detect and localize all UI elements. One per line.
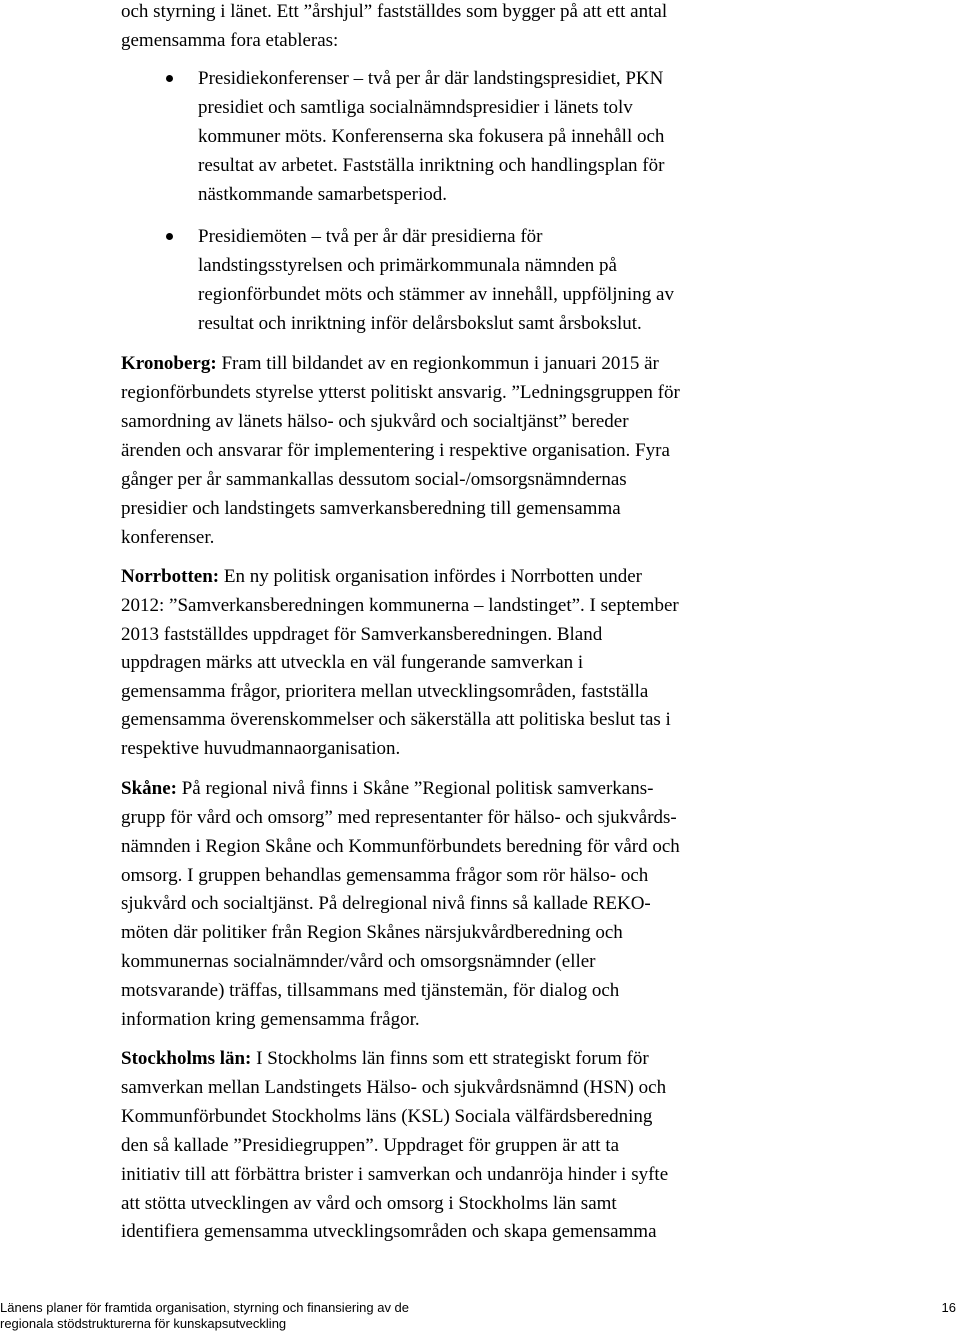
section-text: Fram till bildandet av en regionkommun i januari 2015 är (216, 353, 659, 374)
section-text: I Stockholms län finns som ett strategiskt forum för (251, 1048, 649, 1069)
section-line: respektive huvudmannaorganisation. (121, 738, 401, 759)
section-line: konferenser. (121, 527, 215, 548)
section-line: samverkan mellan Landstingets Hälso- och sjukvårdsnämnd (HSN) och (121, 1077, 667, 1098)
bullet-icon (166, 75, 173, 82)
section-line: att stötta utvecklingen av vård och omsorg i Stockholms län samt (121, 1193, 617, 1214)
section-heading: Stockholms län: (121, 1048, 252, 1069)
bullet-line: resultat av arbetet. Fastställa inriktning och handlingsplan för (198, 155, 665, 176)
section-line: 2012: ”Samverkansberedningen kommunerna – landstinget”. I september (121, 595, 679, 616)
footer-title-line: Länens planer för framtida organisation, styrning och finansiering av de (0, 1300, 410, 1315)
section-line: gemensamma överenskommelser och säkerställa att politiska beslut tas i (121, 709, 671, 730)
intro-line: gemensamma fora etableras: (121, 30, 339, 51)
section-line: möten där politiker från Region Skånes närsjukvårdberedning och (121, 922, 623, 943)
section-line: sjukvård och socialtjänst. På delregional nivå finns så kallade REKO- (121, 893, 651, 914)
bullet-line: presidiet och samtliga socialnämndspresidier i länets tolv (198, 97, 633, 118)
bullet-line: Presidiemöten – två per år där presidierna för (198, 226, 543, 247)
bullet-line: resultat och inriktning inför delårsbokslut samt årsbokslut. (198, 313, 642, 334)
bullet-line: regionförbundet möts och stämmer av innehåll, uppföljning av (198, 284, 674, 305)
section-line: nämnden i Region Skåne och Kommunförbundets beredning för vård och (121, 836, 680, 857)
section-line: ärenden och ansvarar för implementering i respektive organisation. Fyra (121, 440, 670, 461)
section-line: samordning av länets hälso- och sjukvård och socialtjänst” bereder (121, 411, 629, 432)
section-line: gemensamma frågor, prioritera mellan utvecklingsområden, fastställa (121, 681, 649, 702)
section-line: den så kallade ”Presidiegruppen”. Uppdraget för gruppen är att ta (121, 1135, 620, 1156)
section-line: regionförbundets styrelse ytterst politiskt ansvarig. ”Ledningsgruppen för (121, 382, 680, 403)
section-line: grupp för vård och omsorg” med representanter för hälso- och sjukvårds- (121, 807, 677, 828)
section-line: gånger per år sammankallas dessutom social-/omsorgsnämndernas (121, 469, 627, 490)
section-line: initiativ till att förbättra brister i samverkan och undanröja hinder i syfte (121, 1164, 669, 1185)
section-line: uppdragen märks att utveckla en väl fungerande samverkan i (121, 652, 584, 673)
section-line: kommunernas socialnämnder/vård och omsorgsnämnder (eller (121, 951, 596, 972)
bullet-line: Presidiekonferenser – två per år där landstingspresidiet, PKN (198, 68, 664, 89)
section-first-line (121, 1047, 649, 1071)
section-line: Kommunförbundet Stockholms läns (KSL) Sociala välfärdsberedning (121, 1106, 653, 1127)
bullet-icon (166, 233, 173, 240)
section-heading: Skåne: (121, 778, 177, 799)
bullet-line: landstingsstyrelsen och primärkommunala nämnden på (198, 255, 617, 276)
section-line: information kring gemensamma frågor. (121, 1009, 420, 1030)
section-text: En ny politisk organisation infördes i Norrbotten under (219, 566, 643, 587)
section-first-line (121, 777, 653, 801)
section-heading: Norrbotten: (121, 566, 220, 587)
section-text: På regional nivå finns i Skåne ”Regional politisk samverkans- (176, 778, 654, 799)
footer-title (0, 1300, 409, 1332)
section-line: identifiera gemensamma utvecklingsområden och skapa gemensamma (121, 1221, 657, 1242)
section-heading: Kronoberg: (121, 353, 217, 374)
section-first-line (121, 565, 642, 589)
intro-line: och styrning i länet. Ett ”årshjul” fastställdes som bygger på att ett antal (121, 1, 668, 22)
bullet-line: kommuner möts. Konferenserna ska fokusera på innehåll och (198, 126, 665, 147)
footer-title-line: regionala stödstrukturerna för kunskapsutveckling (0, 1316, 287, 1331)
section-line: presidier och landstingets samverkansberedning till gemensamma (121, 498, 621, 519)
section-line: 2013 fastställdes uppdraget för Samverkansberedningen. Bland (121, 624, 603, 645)
section-line: motsvarande) träffas, tillsammans med tjänstemän, för dialog och (121, 980, 620, 1001)
section-first-line (121, 352, 659, 376)
page-number: 16 (941, 1300, 956, 1315)
bullet-line: nästkommande samarbetsperiod. (198, 184, 448, 205)
section-line: omsorg. I gruppen behandlas gemensamma frågor som rör hälso- och (121, 865, 649, 886)
